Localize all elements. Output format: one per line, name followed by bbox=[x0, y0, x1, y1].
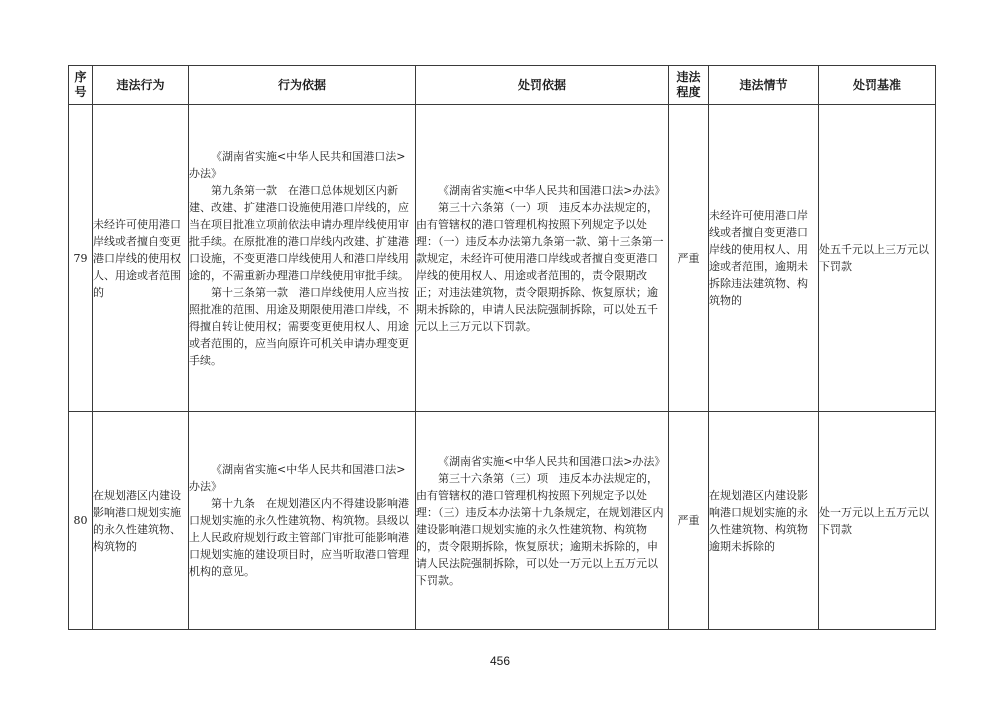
penalty-paragraph: 第三十六条第（三）项 违反本办法规定的，由有管辖权的港口管理机构按照下列规定予以处理：（三）违反本办法第十九条规定，在规划港区内建设影响港口规划实施的永久性建筑物、构筑物的，责令限期拆除，恢复原状；逾期未拆除的，申请人民法院强制拆除，可以处一万元以上五万元以下罚款。 bbox=[416, 471, 664, 587]
header-circumstance: 违法情节 bbox=[709, 66, 819, 105]
row-standard: 处一万元以上五万元以下罚款 bbox=[819, 412, 936, 630]
penalty-paragraph: 第三十六条第（一）项 违反本办法规定的，由有管辖权的港口管理机构按照下列规定予以处理：（一）违反本办法第九条第一款、第十三条第一款规定，未经许可使用港口岸线或者擅自变更港口岸线的使用权人、用途或者范围的，责令限期改正；对违法建筑物，责令限期拆除、恢复原状；逾期未拆除的，申请人民法院强制拆除，可以处五千元以上三万元以下罚款。 bbox=[416, 200, 664, 333]
row-penalty-basis bbox=[416, 412, 669, 630]
row-standard: 处五千元以上三万元以下罚款 bbox=[819, 105, 936, 412]
penalty-table bbox=[68, 65, 936, 630]
basis-source: 《湖南省实施<中华人民共和国港口法>办法》 bbox=[189, 463, 406, 493]
row-degree: 严重 bbox=[669, 105, 709, 412]
basis-paragraph: 第九条第一款 在港口总体规划区内新建、改建、扩建港口设施使用港口岸线的，应当在项目批准立项前依法申请办理岸线使用审批手续。在原批准的港口岸线内改建、扩建港口设施，不变更港口岸线使用人和港口岸线用途的，不需重新办理港口岸线使用审批手续。 bbox=[189, 183, 409, 282]
row-basis bbox=[189, 105, 416, 412]
basis-paragraph: 第十九条 在规划港区内不得建设影响港口规划实施的永久性建筑物、构筑物。县级以上人民政府规划行政主管部门审批可能影响港口规划实施的建设项目时，应当听取港口管理机构的意见。 bbox=[189, 497, 409, 578]
page-number: 456 bbox=[489, 654, 511, 668]
row-circumstance: 未经许可使用港口岸线或者擅自变更港口岸线的使用权人、用途或者范围，逾期未拆除违法建筑物、构筑物的 bbox=[709, 105, 819, 412]
header-degree: 违法程度 bbox=[669, 66, 709, 105]
basis-source: 《湖南省实施<中华人民共和国港口法>办法》 bbox=[189, 149, 406, 180]
header-row bbox=[69, 66, 936, 105]
row-seq: 79 bbox=[69, 105, 93, 412]
row-basis bbox=[189, 412, 416, 630]
table-row bbox=[69, 412, 936, 630]
header-seq: 序号 bbox=[69, 66, 93, 105]
penalty-source: 《湖南省实施<中华人民共和国港口法>办法》 bbox=[438, 183, 666, 197]
header-basis: 行为依据 bbox=[189, 66, 416, 105]
row-circumstance: 在规划港区内建设影响港口规划实施的永久性建筑物、构筑物逾期未拆除的 bbox=[709, 412, 819, 630]
header-penalty-basis: 处罚依据 bbox=[416, 66, 669, 105]
header-act: 违法行为 bbox=[93, 66, 189, 105]
row-seq: 80 bbox=[69, 412, 93, 630]
basis-paragraph: 第十三条第一款 港口岸线使用人应当按照批准的范围、用途及期限使用港口岸线，不得擅自转让使用权；需要变更使用权人、用途或者范围的，应当向原许可机关申请办理变更手续。 bbox=[189, 285, 409, 367]
table-row bbox=[69, 105, 936, 412]
row-act: 未经许可使用港口岸线或者擅自变更港口岸线的使用权人、用途或者范围的 bbox=[93, 105, 189, 412]
row-penalty-basis bbox=[416, 105, 669, 412]
row-degree: 严重 bbox=[669, 412, 709, 630]
row-act: 在规划港区内建设影响港口规划实施的永久性建筑物、构筑物的 bbox=[93, 412, 189, 630]
header-standard: 处罚基准 bbox=[819, 66, 936, 105]
penalty-source: 《湖南省实施<中华人民共和国港口法>办法》 bbox=[438, 454, 666, 468]
